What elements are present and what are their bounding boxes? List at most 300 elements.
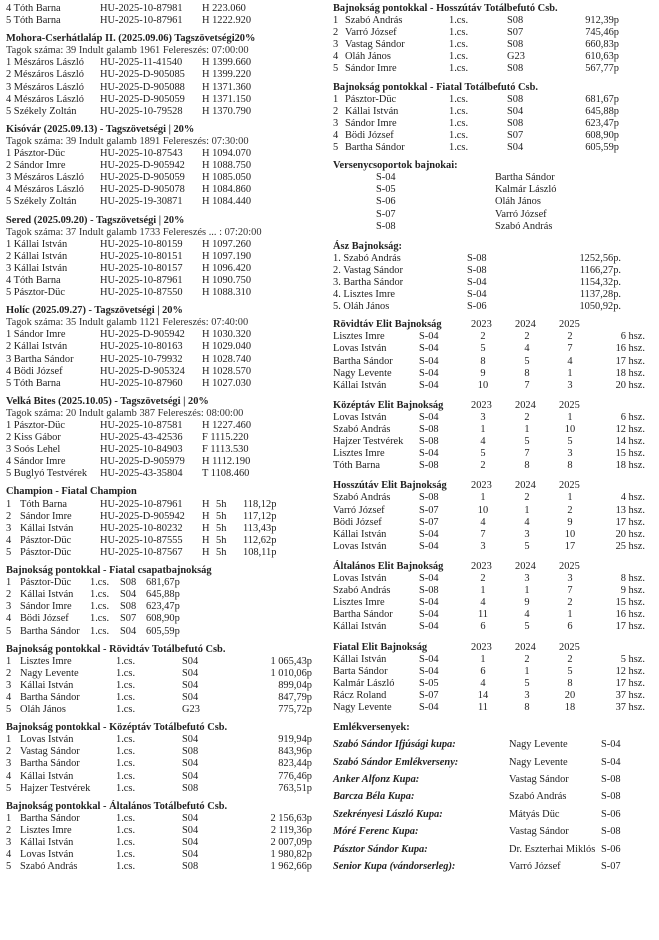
elit-rank: 4 (524, 609, 530, 621)
race-result-row-cell: 1 Pásztor-Düc (6, 148, 65, 160)
points-cell: S04 (182, 770, 199, 782)
elit-total: 4 hsz. (620, 492, 645, 504)
elit-rank: 20 (564, 689, 576, 701)
race-section (6, 305, 326, 390)
elit-rank: 2 (567, 331, 573, 343)
points-cell: 1.cs. (449, 129, 469, 141)
points-cell: Lovas István (20, 734, 74, 746)
elit-rank: 10 (564, 528, 576, 540)
points-cell: 1.cs. (116, 770, 136, 782)
elit-rank: 4 (480, 677, 486, 689)
elit-year: 2024 (515, 319, 536, 331)
elit-rank: 5 (480, 448, 486, 460)
champion-row-cell: 5h (216, 498, 227, 510)
elit-year: 2023 (471, 319, 492, 331)
asz-group: S-06 (467, 301, 487, 313)
elit-total: 25 hsz. (615, 540, 645, 552)
elit-rank: 5 (567, 665, 573, 677)
race-result-row-cell: 5 Székely Zoltán (6, 196, 77, 208)
race-result-row-cell: HU-2025-D-905942 (100, 160, 185, 172)
elit-total: 20 hsz. (615, 528, 645, 540)
points-cell: 4 (6, 691, 12, 703)
points-cell: 2 (6, 824, 12, 836)
elit-rank: 2 (567, 597, 573, 609)
elit-group: S-04 (419, 653, 439, 665)
emlek-group: S-07 (601, 860, 621, 872)
race-result-row-cell: H 1227.460 (202, 420, 252, 431)
race-result-row (6, 160, 326, 172)
points-value: 899,04p (278, 679, 312, 691)
elit-rank: 1 (524, 504, 530, 516)
points-section (333, 3, 655, 76)
versenycsoport-row (333, 221, 655, 233)
versenycsoport-row-cell: Szabó András (495, 220, 553, 232)
fiatal-csapat-row-cell: S04 (120, 589, 137, 601)
elit-rank: 4 (567, 355, 573, 367)
points-value: 1 962,66p (270, 861, 312, 873)
elit-rank: 3 (524, 689, 530, 701)
fiatal-csapat-row-cell: 605,59p (146, 625, 180, 637)
elit-row (333, 505, 655, 517)
elit-rank: 5 (524, 677, 530, 689)
elit-rank: 7 (524, 448, 530, 460)
points-value: 1 065,43p (270, 655, 312, 667)
elit-name: Tóth Barna (333, 460, 381, 472)
elit-row (333, 424, 655, 436)
elit-name: Kállai István (333, 379, 387, 391)
race-result-row-cell: 3 Soós Lehel (6, 444, 61, 456)
elit-group: S-04 (419, 343, 439, 355)
points-value: 1 980,82p (270, 849, 312, 861)
race-result-row (6, 69, 326, 81)
points-value: 745,46p (585, 27, 619, 39)
fiatal-csapat-row (6, 589, 326, 601)
points-row (333, 39, 655, 51)
points-cell: Bartha Sándor (345, 142, 405, 154)
points-cell: 1.cs. (449, 63, 469, 75)
elit-rank: 1 (524, 585, 530, 597)
points-cell: S08 (507, 93, 524, 105)
elit-name: Varró József (333, 504, 385, 516)
spacer (333, 392, 655, 400)
fiatal-csapat-row-cell: 2 (6, 589, 12, 601)
race-section (6, 215, 326, 300)
elit-total: 6 hsz. (620, 411, 645, 423)
points-cell: 5 (333, 63, 339, 75)
elit-rank: 10 (477, 379, 489, 391)
spacer (333, 233, 655, 241)
versenycsoport-row (333, 196, 655, 208)
elit-row (333, 654, 655, 666)
asz-name: 3. Bartha Sándor (333, 276, 404, 288)
points-cell: S04 (182, 837, 199, 848)
champion-row (6, 547, 326, 559)
elit-section (333, 561, 655, 634)
elit-total: 18 hsz. (615, 460, 645, 472)
points-cell: Oláh János (20, 704, 66, 716)
points-cell: 1.cs. (449, 27, 469, 39)
points-value: 843,96p (278, 746, 312, 758)
elit-rank: 18 (564, 701, 576, 713)
champion-title: Champion - Fiatal Champion (6, 486, 137, 498)
race-result-row-cell: HU-2025-D-905059 (100, 93, 185, 105)
elit-group: S-04 (419, 528, 439, 540)
points-value: 847,79p (278, 691, 312, 703)
asz-points: 1252,56p. (579, 252, 621, 264)
race-result-row-cell: HU-2025-11-41540 (100, 57, 183, 69)
elit-total: 12 hsz. (615, 424, 645, 435)
elit-name: Szabó András (333, 492, 391, 504)
elit-row (333, 492, 655, 504)
fiatal-csapat-row-cell: Bödi József (20, 613, 69, 625)
elit-year: 2023 (471, 641, 492, 653)
champion-row-cell: H (202, 498, 210, 510)
race-result-row-cell: H 223.060 (202, 3, 246, 14)
emlek-winner: Varró József (509, 860, 561, 872)
race-result-row-cell: H 1090.750 (202, 274, 252, 286)
points-cell: 1.cs. (116, 849, 136, 861)
points-row (333, 27, 655, 39)
elit-row (333, 448, 655, 460)
points-cell: 2 (333, 105, 339, 117)
elit-total: 37 hsz. (615, 701, 645, 713)
points-cell: S04 (182, 812, 199, 824)
race-result-row-cell: HU-2025-10-87981 (100, 3, 183, 14)
fiatal-csapat-section (6, 565, 326, 638)
asz-row (333, 253, 655, 265)
champion-row-cell: 117,12p (243, 510, 277, 522)
race-result-row-cell: H 1028.740 (202, 353, 252, 365)
points-cell: 1 (6, 655, 12, 667)
emlek-winner: Mátyás Düc (509, 808, 560, 820)
elit-year: 2024 (515, 399, 536, 411)
champion-row (6, 523, 326, 535)
race-result-row-cell: HU-2025-10-80163 (100, 341, 183, 353)
points-cell: S08 (507, 63, 524, 75)
elit-section (333, 400, 655, 473)
points-cell: Varró József (345, 27, 397, 39)
elit-section (333, 642, 655, 715)
champion-row-cell: Tóth Barna (20, 498, 68, 510)
emlek-cup: Szabó Sándor Emlékverseny: (333, 756, 459, 768)
points-value: 763,51p (278, 782, 312, 794)
points-cell: 1.cs. (449, 142, 469, 154)
points-cell: Vastag Sándor (345, 39, 405, 51)
elit-group: S-04 (419, 355, 439, 367)
points-cell: 1.cs. (116, 812, 136, 824)
champion-row-cell: 5h (216, 546, 227, 558)
elit-total: 17 hsz. (615, 516, 645, 528)
right-column (333, 3, 655, 878)
spacer (333, 714, 655, 722)
points-cell: S08 (182, 861, 199, 873)
left-column (6, 3, 326, 879)
race-result-row-cell: 4 Bödi József (6, 365, 63, 377)
race-result-row-cell: 3 Bartha Sándor (6, 353, 74, 365)
points-title: Bajnokság pontokkal - Általános Totálbefutó Csb. (6, 800, 228, 812)
versenycsoport-row-cell: Bartha Sándor (495, 172, 555, 184)
versenycsoport-row (333, 184, 655, 196)
points-row (6, 813, 326, 825)
elit-row (333, 666, 655, 678)
champion-row-cell: HU-2025-10-87555 (100, 534, 183, 546)
points-cell: S04 (182, 758, 199, 770)
champion-row-cell: Sándor Imre (20, 510, 72, 522)
elit-header (333, 561, 655, 573)
elit-rank: 8 (567, 460, 573, 472)
emlek-cup: Barcza Béla Kupa: (333, 791, 415, 803)
race-result-row (6, 432, 326, 444)
elit-group: S-04 (419, 621, 439, 633)
emlek-winner: Vastag Sándor (509, 773, 569, 785)
elit-name: Lovas István (333, 573, 387, 585)
asz-group: S-04 (467, 276, 487, 288)
points-cell: 1.cs. (116, 861, 136, 873)
points-cell: 1.cs. (449, 117, 469, 129)
points-cell: 2 (333, 27, 339, 39)
points-row (6, 849, 326, 861)
elit-year: 2024 (515, 641, 536, 653)
elit-row (333, 702, 655, 714)
points-cell: 3 (333, 39, 339, 51)
points-value: 605,59p (585, 142, 619, 154)
points-cell: 1.cs. (116, 824, 136, 836)
champion-row (6, 535, 326, 547)
elit-rank: 14 (477, 689, 489, 701)
race-result-row-cell: H 1029.040 (202, 341, 252, 353)
points-cell: 1.cs. (449, 105, 469, 117)
elit-name: Kállai István (333, 621, 387, 633)
points-row (333, 63, 655, 75)
race-result-row-cell: 3 Kállai István (6, 262, 68, 274)
points-cell: S04 (182, 849, 199, 861)
race-result-row-cell: H 1096.420 (202, 262, 252, 274)
points-value: 2 156,63p (270, 812, 312, 824)
points-cell: 2 (6, 746, 12, 758)
champion-row (6, 511, 326, 523)
elit-group: S-08 (419, 460, 439, 472)
elit-title: Hosszútáv Elit Bajnokság (333, 480, 447, 492)
champion-row-cell: Kállai István (20, 522, 74, 534)
fiatal-csapat-row-cell: 1.cs. (90, 577, 110, 589)
points-cell: 4 (6, 770, 12, 782)
race-title: Velká Bites (2025.10.05) - Tagszövetségi | 20% (6, 395, 209, 407)
points-cell: S04 (182, 734, 199, 746)
points-cell: 1.cs. (116, 734, 136, 746)
elit-row (333, 529, 655, 541)
champion-row-cell: 5h (216, 510, 227, 522)
elit-rank: 8 (567, 677, 573, 689)
points-row (333, 130, 655, 142)
fiatal-csapat-row-cell: 4 (6, 613, 12, 625)
emlek-row (333, 757, 655, 774)
race-result-row-cell: H 1084.440 (202, 196, 252, 208)
elit-year: 2025 (559, 319, 580, 331)
race-result-row-cell: 5 Tóth Barna (6, 15, 61, 27)
elit-section (333, 480, 655, 553)
points-cell: 1.cs. (449, 15, 469, 27)
elit-total: 17 hsz. (615, 621, 645, 633)
points-cell: Bödi József (345, 129, 394, 141)
elit-group: S-04 (419, 379, 439, 391)
elit-group: S-04 (419, 701, 439, 713)
elit-rank: 3 (524, 573, 530, 585)
points-value: 912,39p (585, 15, 619, 27)
points-cell: 3 (333, 117, 339, 129)
emlek-group: S-08 (601, 826, 621, 838)
fiatal-csapat-row-cell: 645,88p (146, 589, 180, 601)
points-value: 823,44p (278, 758, 312, 770)
fiatal-csapat-row (6, 613, 326, 625)
race-result-row-cell: HU-2025-10-80159 (100, 238, 183, 250)
champion-row-cell: 2 (6, 510, 12, 522)
elit-total: 9 hsz. (620, 585, 645, 597)
elit-year: 2025 (559, 399, 580, 411)
race-result-row-cell: H 1027.030 (202, 377, 252, 389)
spacer (333, 634, 655, 642)
race-result-row-cell: HU-2025-10-87960 (100, 377, 183, 389)
race-section (6, 33, 326, 118)
elit-rank: 2 (567, 653, 573, 665)
race-result-row-cell: F 1113.530 (202, 444, 249, 456)
elit-rank: 1 (480, 585, 486, 597)
elit-name: Szabó András (333, 424, 391, 435)
race-result-row (6, 82, 326, 94)
elit-name: Hajzer Testvérek (333, 436, 404, 448)
emlek-winner: Vastag Sándor (509, 826, 569, 838)
race-result-row (6, 444, 326, 456)
race-result-row (6, 184, 326, 196)
spacer (333, 553, 655, 561)
race-result-row-cell: 2 Mészáros László (6, 69, 84, 81)
points-row (333, 118, 655, 130)
elit-group: S-04 (419, 448, 439, 460)
champion-row-cell: 5 (6, 546, 12, 558)
points-cell: Bartha Sándor (20, 812, 80, 824)
elit-rank: 2 (480, 331, 486, 343)
points-row (6, 692, 326, 704)
race-result-row-cell: 4 Mészáros László (6, 184, 84, 196)
race-result-row (6, 354, 326, 366)
race-result-row-cell: H 1097.260 (202, 238, 252, 250)
asz-group: S-04 (467, 289, 487, 301)
champion-row-cell: H (202, 546, 210, 558)
asz-points: 1166,27p. (579, 264, 621, 276)
points-cell: 4 (333, 51, 339, 63)
elit-rank: 7 (567, 585, 573, 597)
race-result-row-cell: HU-2025-D-905088 (100, 81, 185, 93)
points-value: 645,88p (585, 105, 619, 117)
elit-rank: 5 (524, 355, 530, 367)
fiatal-csapat-row (6, 577, 326, 589)
elit-rank: 1 (567, 367, 573, 379)
points-cell: 1.cs. (116, 655, 136, 667)
race-result-row-cell: 2 Sándor Imre (6, 160, 66, 172)
elit-name: Bödi József (333, 516, 382, 528)
champion-row-cell: HU-2025-D-905942 (100, 510, 185, 522)
versenycsoport-row-cell: Kalmár László (495, 184, 557, 196)
points-row (6, 656, 326, 668)
asz-name: 1. Szabó András (333, 252, 401, 264)
points-cell: Kállai István (20, 837, 74, 848)
points-section (333, 82, 655, 155)
points-cell: 3 (6, 837, 12, 848)
race-info: Tagok száma: 39 Indult galamb 1891 Felereszés: 07:30:00 (6, 135, 249, 147)
fiatal-csapat-row-cell: 681,67p (146, 577, 180, 589)
race-info: Tagok száma: 37 Indult galamb 1733 Felereszés ... : 07:20:00 (6, 226, 262, 238)
champion-row-cell: 5h (216, 534, 227, 546)
fiatal-csapat-row-cell: Pásztor-Düc (20, 577, 72, 589)
elit-total: 13 hsz. (615, 504, 645, 516)
elit-rank: 1 (524, 665, 530, 677)
versenycsoport-title: Versenycsoportok bajnokai: (333, 160, 458, 172)
points-cell: S07 (507, 129, 524, 141)
race-result-row-cell: T 1108.460 (202, 468, 250, 480)
champion-row-cell: 3 (6, 522, 12, 534)
points-value: 775,72p (278, 704, 312, 716)
points-cell: 1.cs. (116, 704, 136, 716)
race-result-row-cell: 4 Mészáros László (6, 93, 84, 105)
points-cell: 1.cs. (116, 667, 136, 679)
race-result-row (6, 196, 326, 208)
elit-name: Lovas István (333, 411, 387, 423)
emlek-winner: Nagy Levente (509, 756, 568, 768)
race-result-row-cell: 5 Pásztor-Düc (6, 287, 65, 299)
race-result-row-cell: 1 Mészáros László (6, 57, 84, 69)
elit-rank: 8 (524, 367, 530, 379)
elit-group: S-04 (419, 331, 439, 343)
race-result-row (6, 251, 326, 263)
points-value: 776,46p (278, 770, 312, 782)
emlek-row (333, 791, 655, 808)
points-cell: 5 (6, 704, 12, 716)
spacer (333, 472, 655, 480)
emlek-group: S-04 (601, 739, 621, 751)
emlek-group: S-06 (601, 843, 621, 855)
race-info: Tagok száma: 35 Indult galamb 1121 Felereszés: 07:40:00 (6, 317, 249, 329)
fiatal-csapat-row-cell: 1 (6, 577, 12, 589)
emlek-winner: Nagy Levente (509, 739, 568, 751)
points-row (6, 771, 326, 783)
elit-row (333, 356, 655, 368)
elit-group: S-04 (419, 367, 439, 379)
points-row (6, 668, 326, 680)
race-result-row (6, 378, 326, 390)
fiatal-csapat-row-cell: Bartha Sándor (20, 625, 80, 637)
elit-group: S-05 (419, 677, 439, 689)
points-cell: 1.cs. (449, 93, 469, 105)
elit-total: 15 hsz. (615, 597, 645, 609)
fiatal-csapat-title: Bajnokság pontokkal - Fiatal csapatbajnokság (6, 565, 212, 577)
points-title: Bajnokság pontokkal - Rövidtáv Totálbefutó Csb. (6, 643, 226, 655)
emlek-winner: Dr. Eszterhai Miklós (509, 843, 596, 855)
points-section (6, 801, 326, 874)
elit-group: S-04 (419, 573, 439, 585)
points-row (6, 861, 326, 873)
race-result-row-cell: HU-2025-D-905942 (100, 329, 185, 341)
elit-total: 15 hsz. (615, 448, 645, 460)
points-cell: Bartha Sándor (20, 758, 80, 770)
race-title: Sered (2025.09.20) - Tagszövetségi | 20% (6, 214, 185, 226)
race-result-row-cell: H 1094.070 (202, 148, 252, 160)
elit-total: 5 hsz. (620, 653, 645, 665)
points-cell: Sándor Imre (345, 63, 397, 75)
race-result-row-cell: 5 Székely Zoltán (6, 105, 77, 117)
elit-total: 8 hsz. (620, 573, 645, 585)
points-cell: 1.cs. (116, 782, 136, 794)
elit-name: Barta Sándor (333, 665, 388, 677)
points-cell: S08 (507, 15, 524, 27)
